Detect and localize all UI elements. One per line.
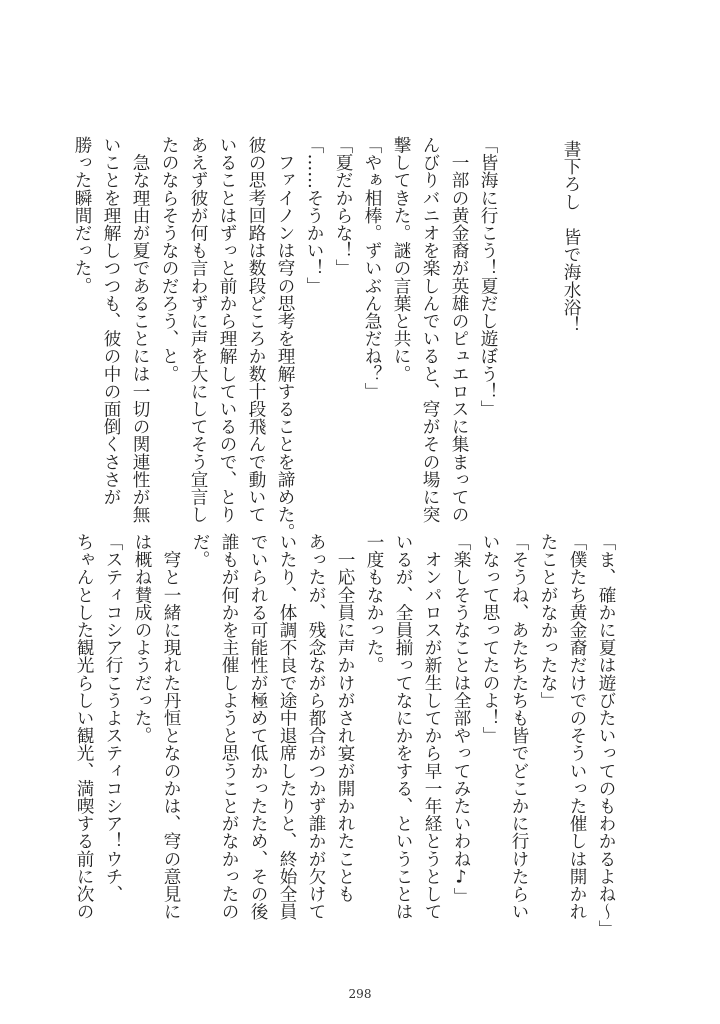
text-line: 一度もなかった。 — [364, 533, 384, 674]
text-line: 「僕たち黄金裔だけでのそういった催しは開かれ — [567, 533, 587, 921]
text-line: 一部の黄金裔が英雄のピュエロスに集まっての — [449, 136, 469, 524]
text-line: 「スティコシア行こうよスティコシア！ウチ、 — [103, 533, 123, 903]
text-line: オンパロスが新生してから早一年経とうとして — [422, 533, 442, 921]
text-line: ちゃんとした観光らしい観光、満喫する前に次の — [74, 533, 94, 921]
page-number: 298 — [348, 987, 372, 1001]
text-line: 「やぁ相棒。ずいぶん急だね？」 — [362, 136, 382, 400]
text-line: 彼の思考回路は数段どころか数十段飛んで動いて — [246, 136, 266, 524]
text-block-upper — [67, 136, 502, 541]
text-line: 「そうね、あたちたちも皆でどこかに行けたらい — [509, 533, 529, 921]
text-line: あったが、残念ながら都合がつかず誰かが欠けて — [306, 533, 326, 921]
text-line: んびりバニオを楽しんでいると、穹がその場に突 — [420, 136, 440, 524]
text-line: いるが、全員揃ってなにかをする、ということは — [393, 533, 413, 921]
text-line: いことを理解しつつも、彼の中の面倒くささが — [101, 136, 121, 506]
text-line: 「楽しそうなことは全部やってみたいわね♪」 — [451, 533, 471, 905]
text-line: いることはずっと前から理解しているので、とり — [217, 136, 237, 524]
text-line: 急な理由が夏であることには一切の関連性が無 — [130, 136, 150, 524]
chapter-title: 書下ろし 皆で海水浴！ — [561, 140, 581, 334]
text-line: ファイノンは穹の思考を理解することを諦めた。 — [275, 136, 295, 541]
text-line: 「夏だからな！」 — [333, 136, 353, 277]
text-line: でいられる可能性が極めて低かったため、その後 — [248, 533, 268, 921]
text-line: 「ま、確かに夏は遊びたいってのもわかるよね～」 — [596, 533, 616, 938]
text-line: たのならそうなのだろう、と。 — [159, 136, 179, 383]
text-line: 撃してきた。謎の言葉と共に。 — [391, 136, 411, 383]
text-line: あえず彼が何も言わずに声を大にしてそう宣言し — [188, 136, 208, 524]
text-line: は概ね賛成のようだった。 — [132, 533, 152, 745]
text-line: いなって思ってたのよ！」 — [480, 533, 500, 745]
text-line: だ。 — [190, 533, 210, 569]
text-block-lower — [69, 533, 620, 938]
text-line: 「皆海に行こう！夏だし遊ぼう！」 — [478, 136, 498, 418]
text-line: 一応全員に声かけがされ宴が開かれたことも — [335, 533, 355, 903]
text-line: 穹と一緒に現れた丹恒となのかは、穹の意見に — [161, 533, 181, 921]
text-line: いたり、体調不良で途中退席したりと、終始全員 — [277, 533, 297, 921]
text-line: 「……そうかい！」 — [304, 136, 324, 295]
text-line: 勝った瞬間だった。 — [72, 136, 92, 295]
text-line: 誰もが何かを主催しようと思うことがなかったの — [219, 533, 239, 921]
text-line: たことがなかったな」 — [538, 533, 558, 709]
